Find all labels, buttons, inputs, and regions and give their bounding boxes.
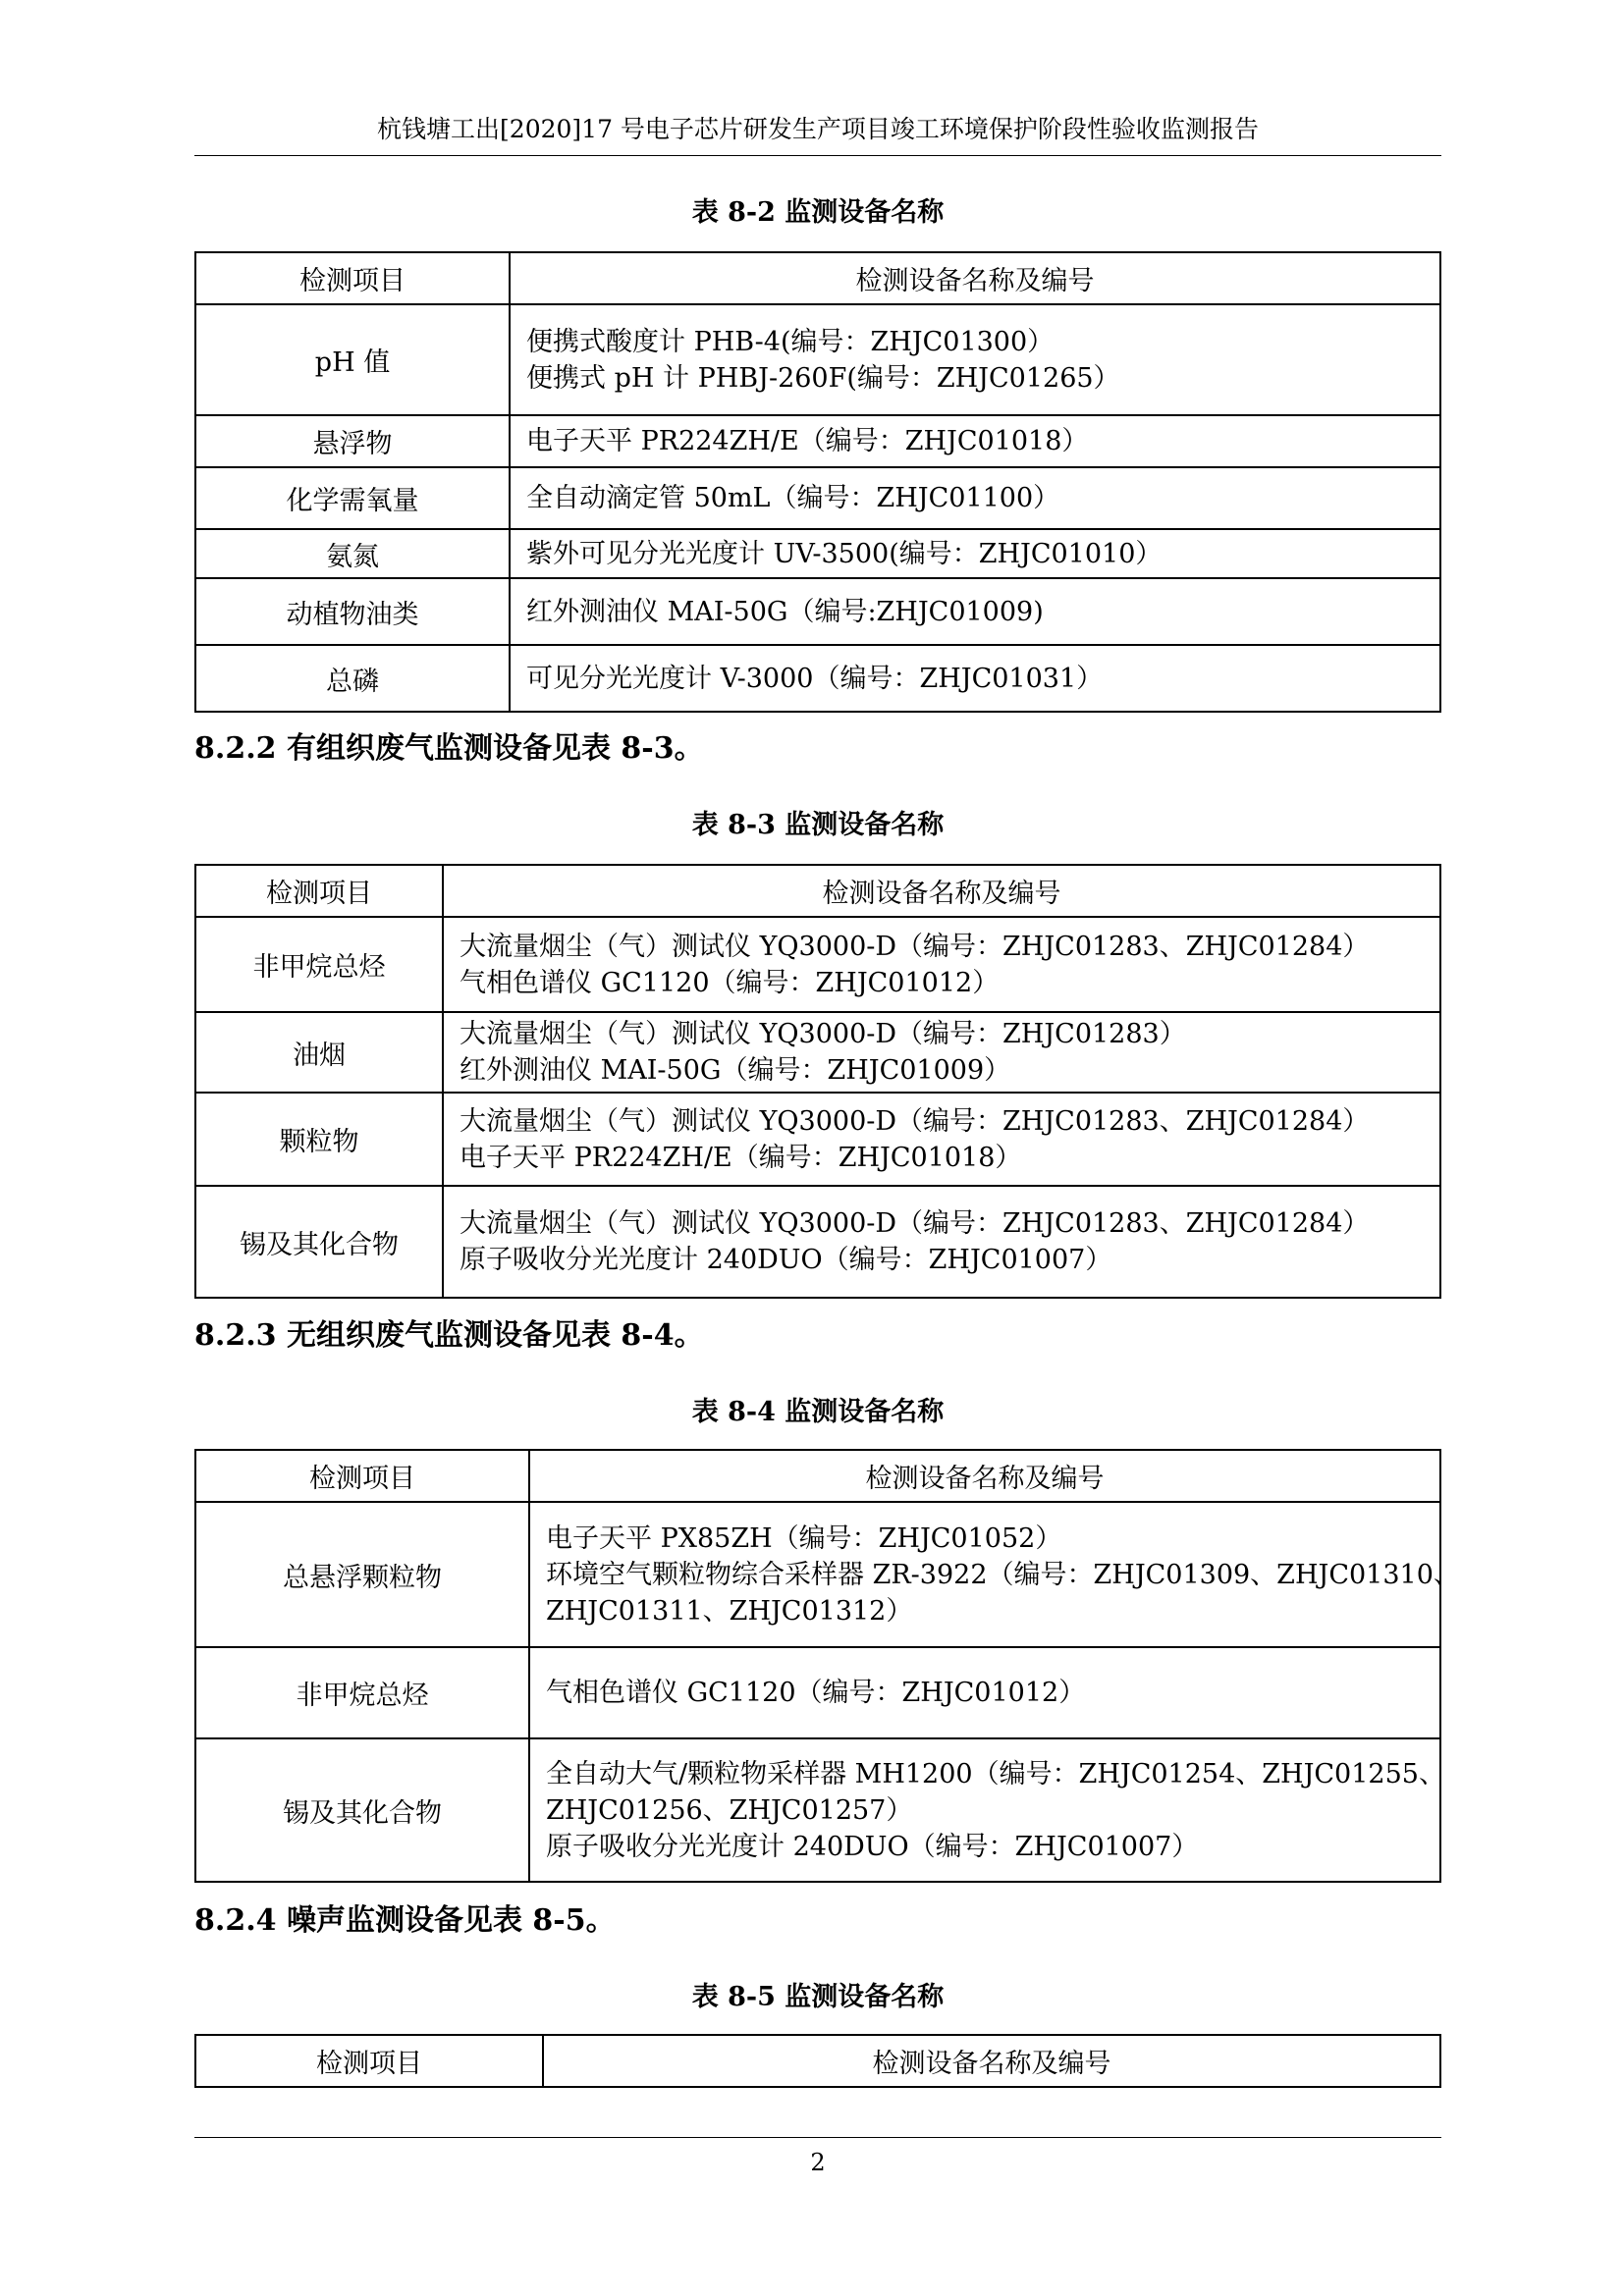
section-heading-8-2-4: 8.2.4 噪声监测设备见表 8-5。 xyxy=(194,1903,616,1938)
table-row xyxy=(195,304,1440,415)
table-8-2-caption: 表 8-2 监测设备名称 xyxy=(691,197,945,228)
device-cell xyxy=(510,645,1440,712)
device-line: 大流量烟尘（气）测试仪 YQ3000-D（编号：ZHJC01283） xyxy=(460,1019,1186,1049)
device-line: 电子天平 PX85ZH（编号：ZHJC01052） xyxy=(546,1522,1062,1554)
section-heading-8-2-3: 8.2.3 无组织废气监测设备见表 8-4。 xyxy=(194,1318,704,1353)
item-cell: 总悬浮颗粒物 xyxy=(195,1502,529,1647)
device-line: ZHJC01311、ZHJC01312） xyxy=(546,1595,913,1627)
column-header-item: 检测项目 xyxy=(195,2035,543,2087)
item-cell: 总磷 xyxy=(195,645,510,712)
device-line: 红外测油仪 MAI-50G（编号：ZHJC01009） xyxy=(460,1055,1011,1086)
item-cell: 悬浮物 xyxy=(195,415,510,467)
section-heading-8-2-2: 8.2.2 有组织废气监测设备见表 8-3。 xyxy=(194,731,704,766)
table-row xyxy=(195,1186,1440,1298)
device-cell xyxy=(529,1502,1460,1647)
table-row xyxy=(195,1012,1440,1093)
table-8-3-caption: 表 8-3 监测设备名称 xyxy=(691,810,945,840)
table-row xyxy=(195,1502,1440,1647)
table-8-4-caption: 表 8-4 监测设备名称 xyxy=(691,1397,945,1427)
device-cell xyxy=(510,467,1440,529)
table-row xyxy=(195,467,1440,529)
device-line: 电子天平 PR224ZH/E（编号：ZHJC01018） xyxy=(526,426,1089,456)
table-8-5 xyxy=(194,2034,1441,2088)
device-line: 可见分光光度计 V-3000（编号：ZHJC01031） xyxy=(526,663,1104,694)
device-cell xyxy=(510,578,1440,645)
item-cell: 锡及其化合物 xyxy=(195,1186,443,1298)
device-line: 大流量烟尘（气）测试仪 YQ3000-D（编号：ZHJC01283、ZHJC01284） xyxy=(460,1105,1370,1137)
device-line: 环境空气颗粒物综合采样器 ZR-3922（编号：ZHJC01309、ZHJC01310、 xyxy=(546,1559,1460,1590)
table-row xyxy=(195,1093,1440,1186)
table-header-row xyxy=(195,2035,1440,2087)
device-line: 便携式酸度计 PHB-4(编号：ZHJC01300） xyxy=(526,326,1055,357)
item-cell: 动植物油类 xyxy=(195,578,510,645)
table-header-row xyxy=(195,865,1440,917)
device-line: 便携式 pH 计 PHBJ-260F(编号：ZHJC01265） xyxy=(526,362,1120,394)
table-8-3 xyxy=(194,864,1441,1299)
device-line: 气相色谱仪 GC1120（编号：ZHJC01012） xyxy=(460,967,1000,998)
report-header: 杭钱塘工出[2020]17 号电子芯片研发生产项目竣工环境保护阶段性验收监测报告 xyxy=(377,115,1259,143)
device-line: 紫外可见分光光度计 UV-3500(编号：ZHJC01010） xyxy=(526,538,1163,569)
device-cell xyxy=(510,529,1440,578)
item-cell: 锡及其化合物 xyxy=(195,1738,529,1882)
column-header-device: 检测设备名称及编号 xyxy=(543,2035,1440,2087)
table-header-row xyxy=(195,1450,1440,1502)
column-header-device: 检测设备名称及编号 xyxy=(443,865,1440,917)
table-row xyxy=(195,917,1440,1012)
device-cell xyxy=(443,1186,1440,1298)
footer-rule xyxy=(194,2137,1441,2138)
table-8-5-caption: 表 8-5 监测设备名称 xyxy=(691,1982,945,2012)
item-cell: 非甲烷总烃 xyxy=(195,917,443,1012)
column-header-device: 检测设备名称及编号 xyxy=(529,1450,1440,1502)
header-rule xyxy=(194,155,1441,156)
table-row xyxy=(195,529,1440,578)
table-row xyxy=(195,1738,1440,1882)
device-line: 原子吸收分光光度计 240DUO（编号：ZHJC01007） xyxy=(546,1831,1199,1862)
column-header-item: 检测项目 xyxy=(195,252,510,304)
device-cell xyxy=(443,917,1440,1012)
device-line: 大流量烟尘（气）测试仪 YQ3000-D（编号：ZHJC01283、ZHJC01284） xyxy=(460,931,1370,962)
item-cell: 化学需氧量 xyxy=(195,467,510,529)
item-cell: 非甲烷总烃 xyxy=(195,1647,529,1738)
device-line: ZHJC01256、ZHJC01257） xyxy=(546,1794,913,1826)
page-number: 2 xyxy=(810,2149,826,2176)
device-cell xyxy=(510,415,1440,467)
device-line: 全自动滴定管 50mL（编号：ZHJC01100） xyxy=(526,483,1060,513)
device-line: 电子天平 PR224ZH/E（编号：ZHJC01018） xyxy=(460,1142,1022,1173)
column-header-item: 检测项目 xyxy=(195,865,443,917)
device-line: 红外测油仪 MAI-50G（编号:ZHJC01009) xyxy=(526,596,1044,627)
table-8-2 xyxy=(194,251,1441,713)
device-cell xyxy=(443,1093,1440,1186)
table-header-row xyxy=(195,252,1440,304)
device-cell xyxy=(529,1738,1445,1882)
device-line: 全自动大气/颗粒物采样器 MH1200（编号：ZHJC01254、ZHJC01255、 xyxy=(546,1758,1445,1789)
table-row xyxy=(195,645,1440,712)
device-line: 原子吸收分光光度计 240DUO（编号：ZHJC01007） xyxy=(460,1245,1112,1275)
item-cell: 氨氮 xyxy=(195,529,510,578)
device-cell xyxy=(510,304,1440,415)
table-8-4 xyxy=(194,1449,1460,1883)
device-line: 大流量烟尘（气）测试仪 YQ3000-D（编号：ZHJC01283、ZHJC01284） xyxy=(460,1208,1370,1239)
table-row xyxy=(195,1647,1440,1738)
column-header-device: 检测设备名称及编号 xyxy=(510,252,1440,304)
device-cell xyxy=(529,1647,1440,1738)
item-cell: pH 值 xyxy=(195,304,510,415)
table-row xyxy=(195,578,1440,645)
device-line: 气相色谱仪 GC1120（编号：ZHJC01012） xyxy=(546,1678,1086,1708)
device-cell xyxy=(443,1012,1440,1093)
item-cell: 油烟 xyxy=(195,1012,443,1093)
item-cell: 颗粒物 xyxy=(195,1093,443,1186)
table-row xyxy=(195,415,1440,467)
column-header-item: 检测项目 xyxy=(195,1450,529,1502)
